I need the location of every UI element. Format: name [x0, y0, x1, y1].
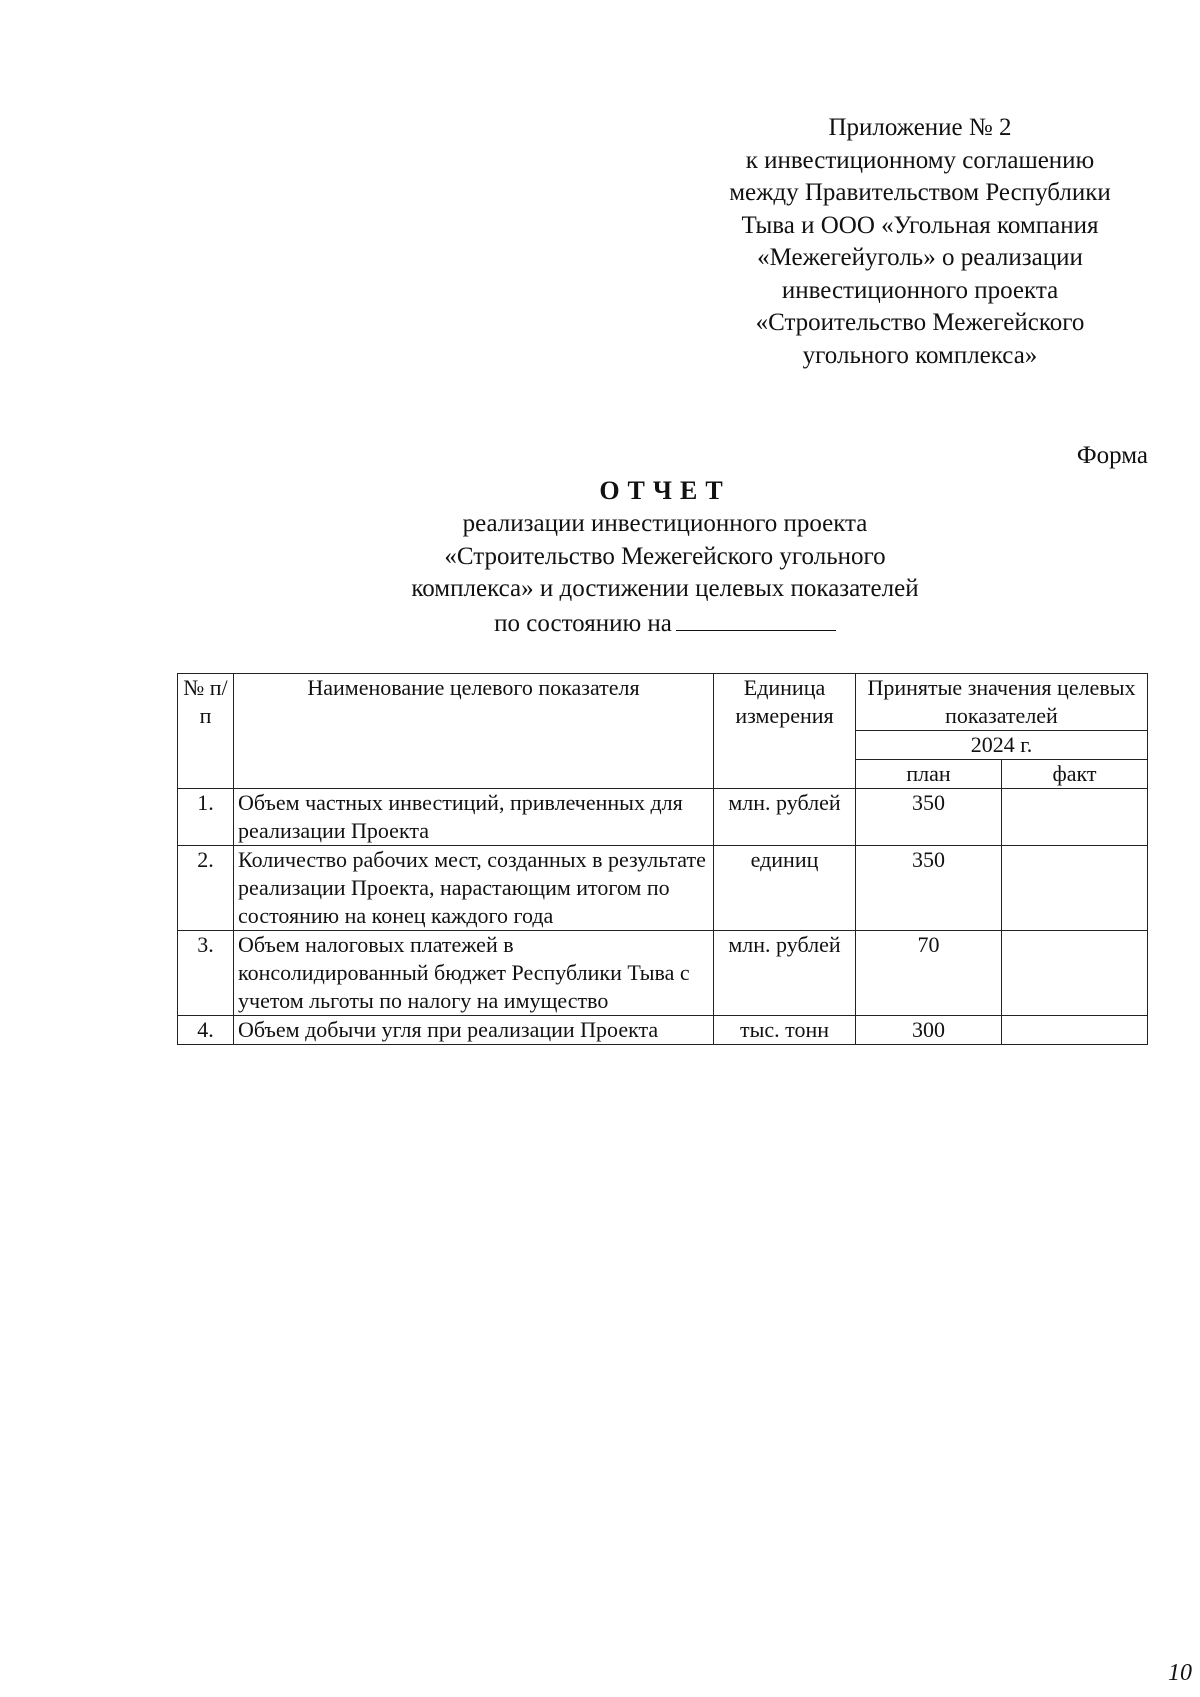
row-unit: млн. рублей	[714, 789, 856, 846]
as-of-label: по состоянию на	[494, 609, 672, 637]
indicators-table	[177, 673, 1148, 1045]
col-header-num: № п/п	[178, 674, 234, 789]
table-row	[178, 931, 1148, 1016]
appendix-line: к инвестиционному соглашению	[745, 146, 1095, 174]
col-header-unit: Единица измерения	[714, 674, 856, 789]
row-fact-value[interactable]	[1002, 846, 1148, 931]
col-header-year: 2024 г.	[856, 731, 1148, 760]
table-header-row	[178, 674, 1148, 731]
appendix-line: «Строительство Межегейского	[755, 309, 1085, 336]
row-plan-value: 350	[856, 789, 1002, 846]
appendix-line: инвестиционного проекта	[781, 276, 1059, 304]
row-fact-value[interactable]	[1002, 1016, 1148, 1045]
row-plan-value: 70	[856, 931, 1002, 1016]
table-row	[178, 846, 1148, 931]
row-indicator-name: Объем добычи угля при реализации Проекта	[234, 1016, 714, 1045]
row-indicator-name: Объем частных инвестиций, привлеченных для реализации Проекта	[234, 789, 714, 846]
handwritten-page-number: 10	[1168, 1660, 1192, 1686]
row-fact-value[interactable]	[1002, 789, 1148, 846]
row-num: 1.	[178, 789, 234, 846]
col-header-fact: факт	[1002, 760, 1148, 789]
report-title: ОТЧЕТ	[599, 476, 731, 505]
report-subtitle-line: реализации инвестиционного проекта	[462, 510, 868, 537]
report-subtitle-line: комплекса» и достижении целевых показателей	[411, 575, 919, 602]
appendix-line: между Правительством Республики	[729, 179, 1111, 206]
appendix-heading	[690, 112, 1150, 372]
as-of-line	[0, 606, 1200, 641]
appendix-line: «Межегейуголь» о реализации	[757, 244, 1083, 271]
table-row	[178, 789, 1148, 846]
form-label: Форма	[1076, 442, 1148, 469]
appendix-line: Тыва и ООО «Угольная компания	[741, 211, 1099, 239]
date-blank-field[interactable]	[676, 606, 836, 631]
row-unit: млн. рублей	[714, 931, 856, 1016]
row-indicator-name: Объем налоговых платежей в консолидированный бюджет Республики Тыва с учетом льготы по налогу на имущество	[234, 931, 714, 1016]
row-num: 3.	[178, 931, 234, 1016]
row-plan-value: 300	[856, 1016, 1002, 1045]
report-subtitle	[0, 508, 1200, 640]
col-header-plan: план	[856, 760, 1002, 789]
row-num: 4.	[178, 1016, 234, 1045]
table-row	[178, 1016, 1148, 1045]
col-header-values-group: Принятые значения целевых показателей	[856, 674, 1148, 731]
row-indicator-name: Количество рабочих мест, созданных в результате реализации Проекта, нарастающим итогом по состоянию на конец каждого года	[234, 846, 714, 931]
report-subtitle-line: «Строительство Межегейского угольного	[444, 542, 886, 570]
appendix-line: Приложение № 2	[828, 114, 1012, 141]
row-plan-value: 350	[856, 846, 1002, 931]
appendix-line: угольного комплекса»	[802, 341, 1038, 369]
row-unit: единиц	[714, 846, 856, 931]
row-fact-value[interactable]	[1002, 931, 1148, 1016]
row-num: 2.	[178, 846, 234, 931]
row-unit: тыс. тонн	[714, 1016, 856, 1045]
col-header-name: Наименование целевого показателя	[234, 674, 714, 789]
